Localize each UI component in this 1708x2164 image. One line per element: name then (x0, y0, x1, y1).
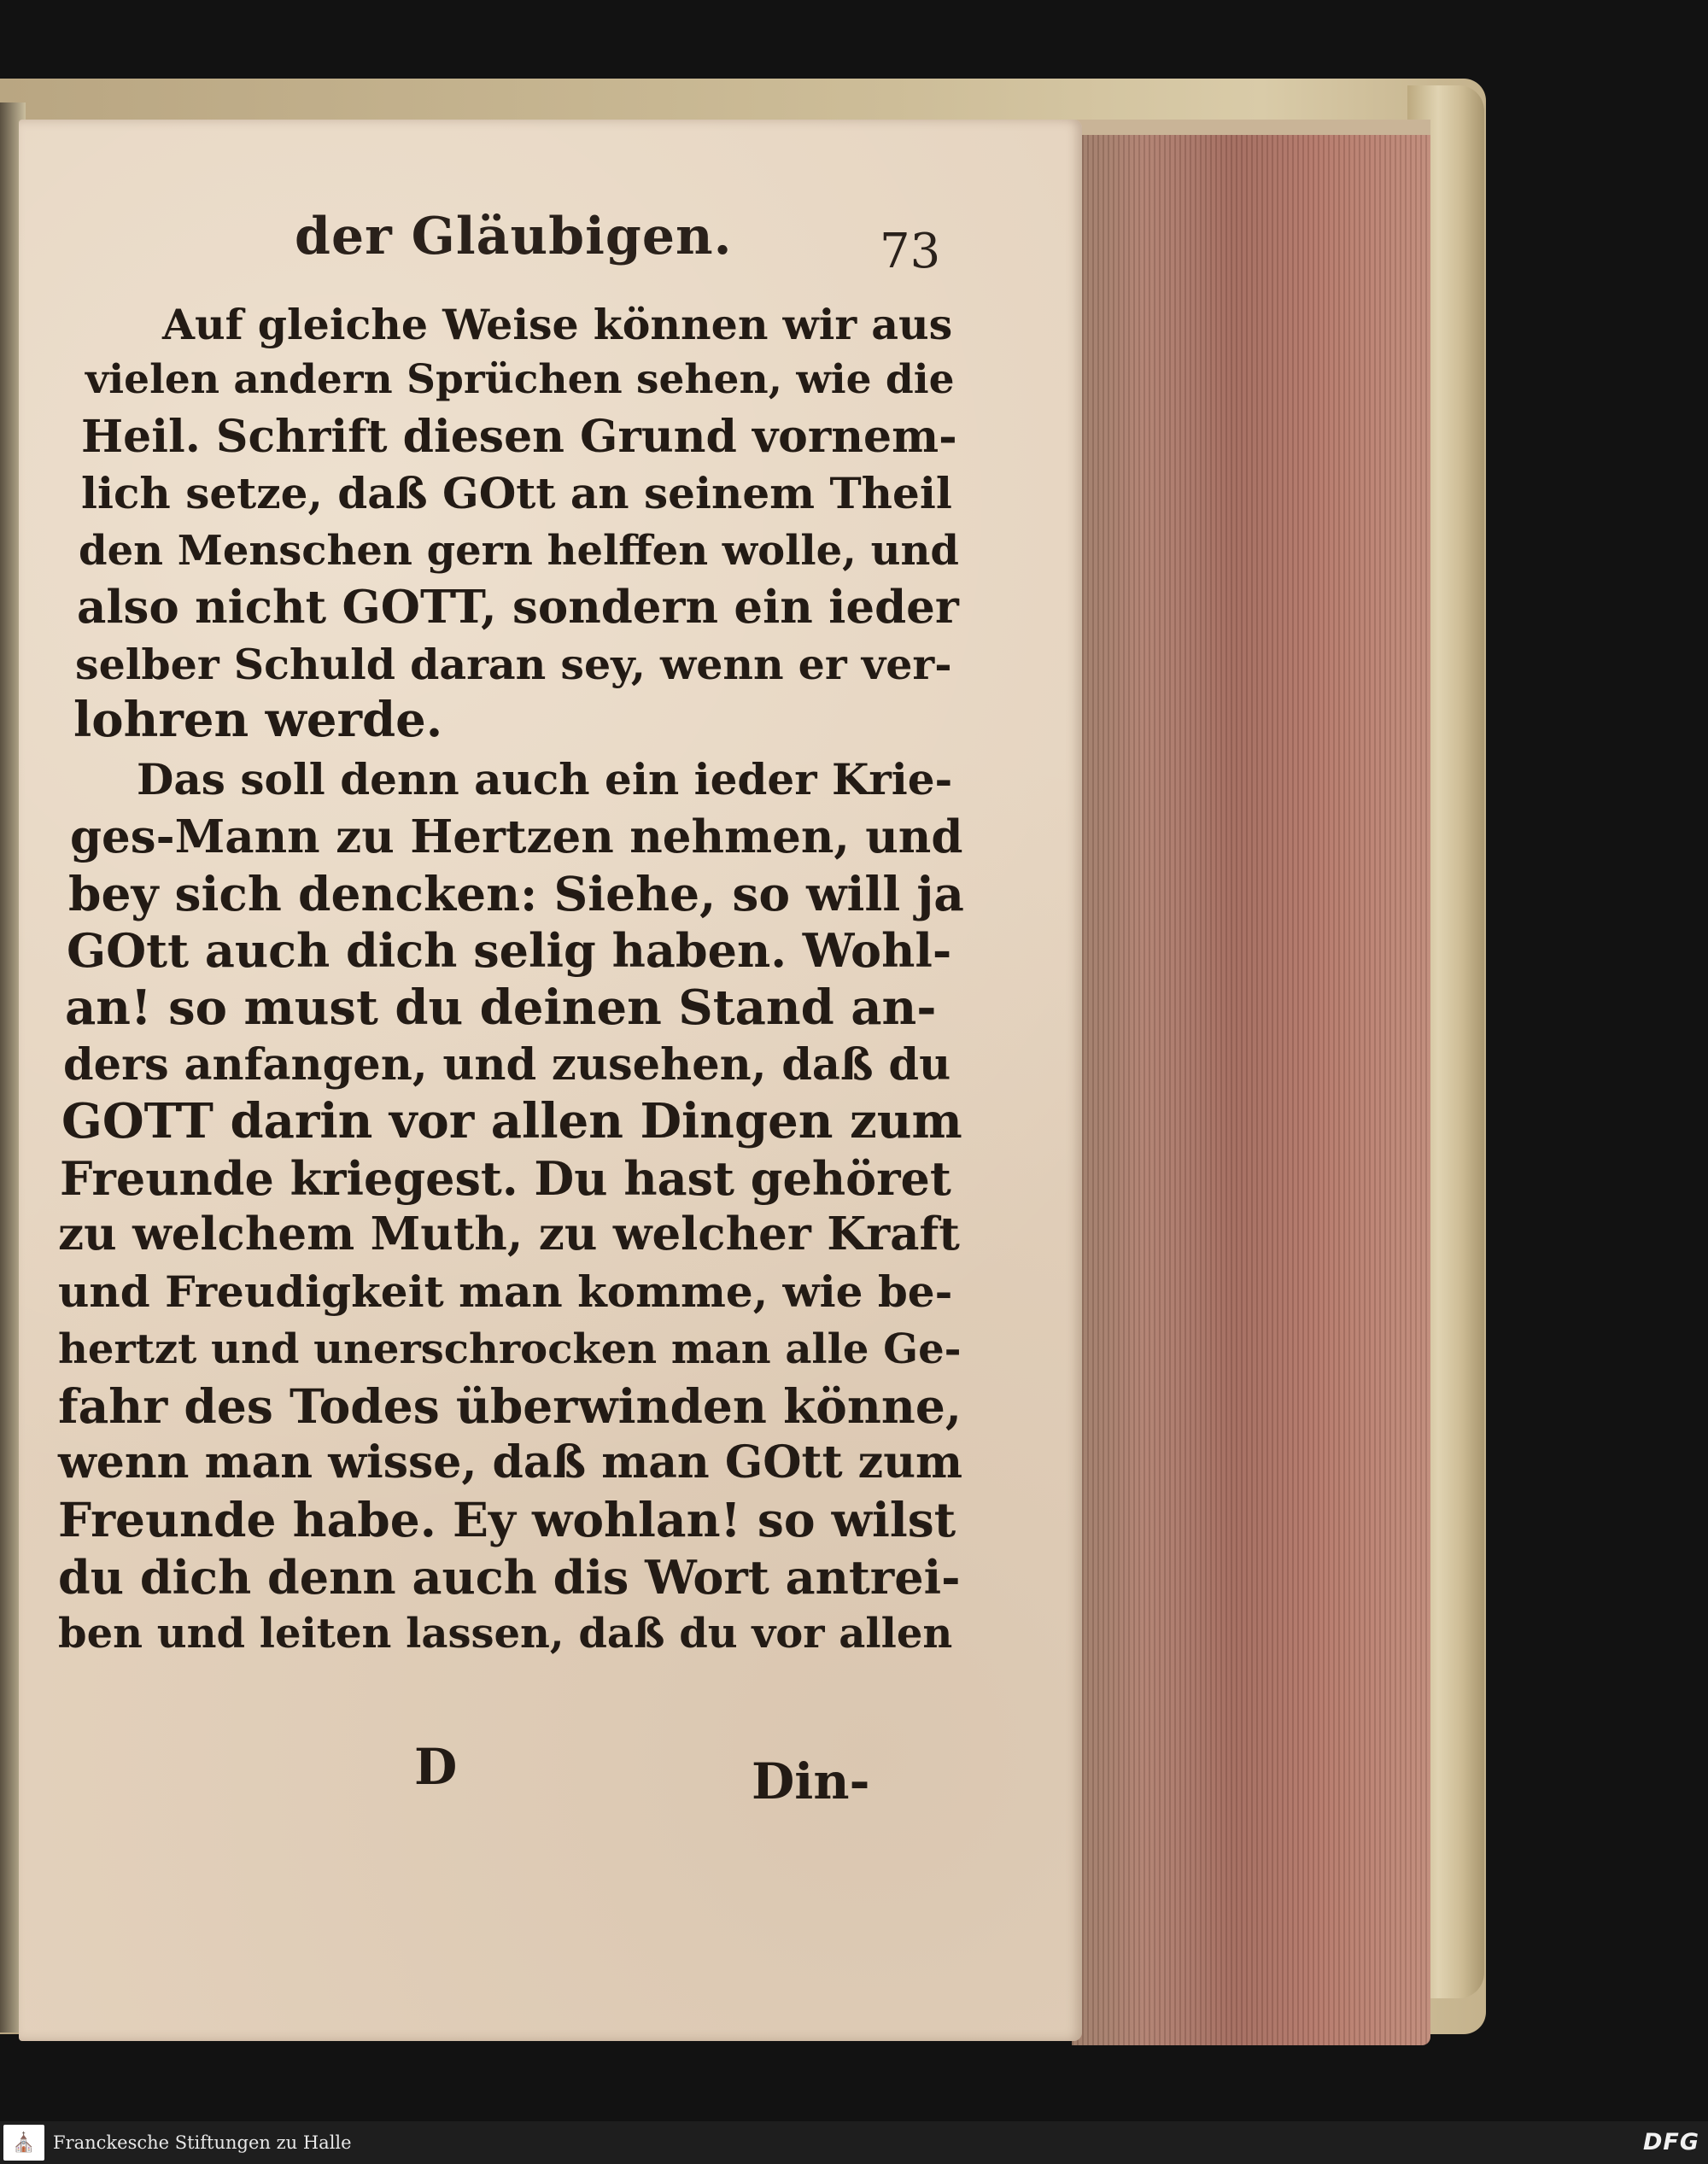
text-line: vielen andern Sprüchen sehen, wie die (85, 356, 955, 403)
text-line: Heil. Schrift diesen Grund vornem- (81, 411, 957, 463)
text-line: lich setze, daß GOtt an seinem Theil (81, 468, 952, 518)
text-line: hertzt und unerschrocken man alle Ge- (58, 1325, 962, 1373)
text-line: wenn man wisse, daß man GOtt zum (58, 1436, 963, 1488)
text-line: Auf gleiche Weise können wir aus (162, 300, 953, 349)
text-line: GOTT darin vor allen Dingen zum (61, 1093, 962, 1149)
signature-mark: D (414, 1738, 458, 1796)
text-line: bey sich dencken: Siehe, so will ja (68, 866, 964, 921)
text-line: ders anfangen, und zusehen, daß du (63, 1039, 951, 1091)
text-line: fahr des Todes überwinden könne, (58, 1378, 962, 1434)
dfg-logo: DFG (1642, 2129, 1699, 2155)
text-line: an! so must du deinen Stand an- (65, 980, 937, 1036)
page-number: 73 (880, 224, 941, 279)
page-block-edge (1072, 120, 1430, 2045)
text-line: ges-Mann zu Hertzen nehmen, und (70, 810, 963, 863)
page-block-top (1072, 120, 1430, 135)
text-line: Freunde habe. Ey wohlan! so wilst (58, 1492, 956, 1547)
text-line: du dich denn auch dis Wort antrei- (58, 1550, 961, 1605)
text-line: ben und leiten lassen, daß du vor allen (58, 1610, 953, 1658)
institution-name: Franckesche Stiftungen zu Halle (53, 2132, 352, 2153)
franckesche-stiftungen-logo-icon: ⛪ (3, 2125, 44, 2161)
running-head: der Gläubigen. (295, 207, 733, 266)
text-line: zu welchem Muth, zu welcher Kraft (58, 1208, 960, 1260)
text-line: Freunde kriegest. Du hast gehöret (60, 1151, 951, 1206)
viewer-footer (0, 2121, 1708, 2164)
text-line: GOtt auch dich selig haben. Wohl- (67, 923, 952, 978)
text-line: also nicht GOTT, sondern ein ieder (77, 581, 959, 634)
text-line: den Menschen gern helffen wolle, und (79, 527, 959, 575)
text-line: lohren werde. (73, 692, 443, 748)
catchword: Din- (752, 1752, 870, 1810)
text-line: selber Schuld daran sey, wenn er ver- (75, 640, 952, 689)
text-line: und Freudigkeit man komme, wie be- (58, 1266, 953, 1317)
text-line: Das soll denn auch ein ieder Krie- (137, 754, 953, 804)
